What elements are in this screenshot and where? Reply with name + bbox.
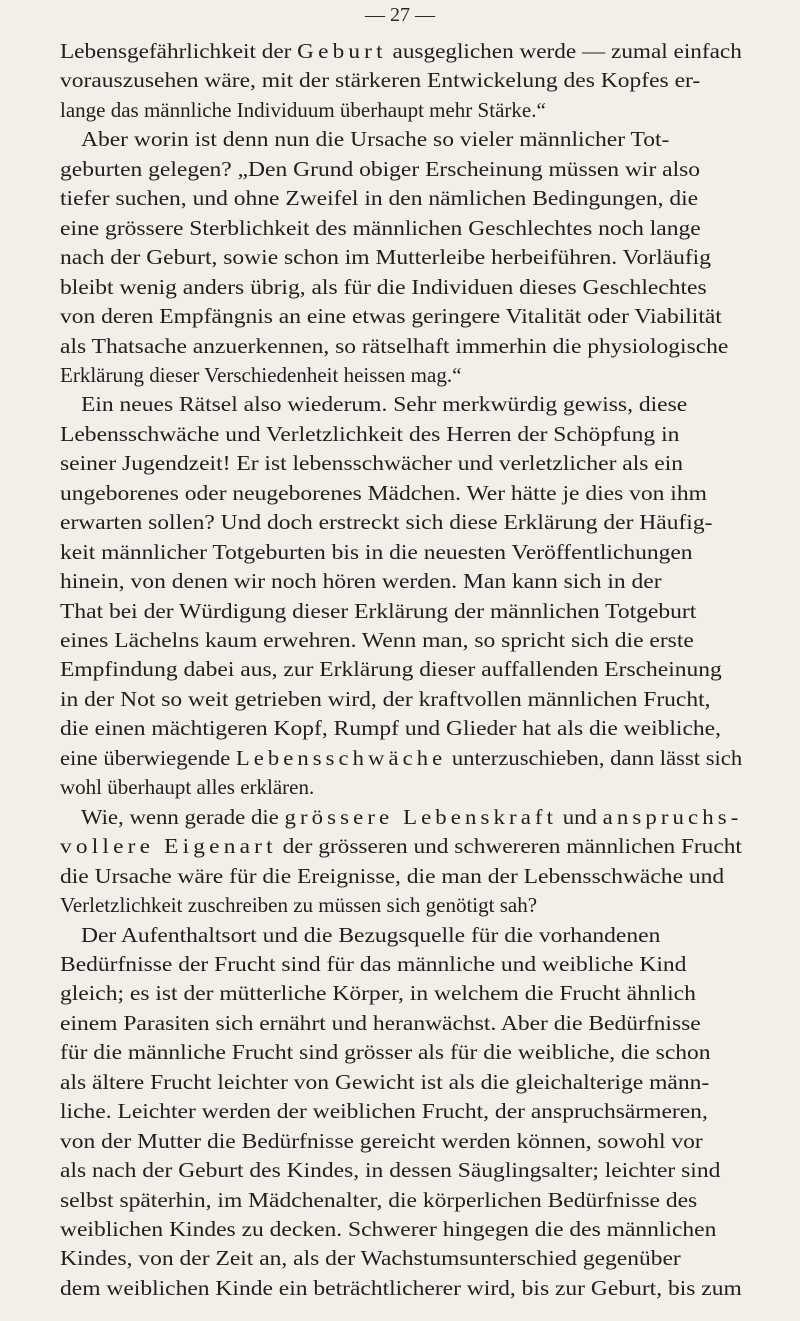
text-line: selbst späterhin, im Mädchenalter, die körperlichen Bedürfnisse des [60, 1187, 698, 1212]
text-run: eine überwiegende [60, 745, 236, 770]
text-line: Kindes, von der Zeit an, als der Wachstumsunterschied gegenüber [60, 1246, 681, 1271]
text-line: die Ursache wäre für die Ereignisse, die man der Lebensschwäche und [60, 863, 725, 888]
text-line: erwarten sollen? Und doch erstreckt sich diese Erklärung der Häufig- [60, 510, 713, 535]
text-line: eine grössere Sterblichkeit des männlichen Geschlechtes noch lange [60, 215, 701, 240]
text-line: liche. Leichter werden der weiblichen Frucht, der anspruchsärmeren, [60, 1099, 708, 1124]
text-line: Lebensschwäche und Verletzlichkeit des Herren der Schöpfung in [60, 421, 680, 446]
text-line: eines Lächelns kaum erwehren. Wenn man, so spricht sich die erste [60, 628, 694, 652]
text-line: keit männlicher Totgeburten bis in die neuesten Veröffentlichungen [60, 539, 693, 564]
text-line: Bedürfnisse der Frucht sind für das männliche und weibliche Kind [60, 951, 687, 976]
text-line: bleibt wenig anders übrig, als für die Individuen dieses Geschlechtes [60, 274, 707, 299]
text-line: Ein neues Rätsel also wiederum. Sehr merkwürdig gewiss, diese [81, 392, 688, 417]
text-line: in der Not so weit getrieben wird, der kraftvollen männlichen Frucht, [60, 686, 711, 711]
spaced-emphasis: Geburt [297, 39, 387, 63]
text-line [60, 831, 742, 861]
text-run: ausgeglichen werde — zumal einfach [386, 39, 742, 63]
text-line: weiblichen Kindes zu decken. Schwerer hingegen die des männlichen [60, 1217, 717, 1241]
text-run: Lebensgefährlichkeit der [60, 39, 298, 63]
text-line: seiner Jugendzeit! Er ist lebensschwächer und verletzlicher als ein [60, 451, 684, 476]
text-line: Der Aufenthaltsort und die Bezugsquelle für die vorhandenen [81, 922, 661, 947]
page-number: — 27 — [365, 4, 435, 26]
text-run: Wie, wenn gerade die [81, 804, 285, 829]
text-line: gleich; es ist der mütterliche Körper, in welchem die Frucht ähnlich [60, 981, 696, 1006]
text-run: der grösseren und schwereren männlichen Frucht [276, 834, 742, 859]
text-line: nach der Geburt, sowie schon im Mutterleibe herbeiführen. Vorläufig [60, 245, 711, 270]
spaced-emphasis: grössere Lebenskraft [284, 804, 558, 829]
text-line: Erklärung dieser Verschiedenheit heissen mag.“ [60, 362, 462, 387]
text-line: als Thatsache anzuerkennen, so rätselhaft immerhin die physiologische [60, 333, 729, 358]
text-line [60, 36, 742, 66]
text-line: dem weiblichen Kinde ein beträchtlicherer wird, bis zur Geburt, bis zum [60, 1275, 742, 1300]
text-line: That bei der Würdigung dieser Erklärung der männlichen Totgeburt [60, 598, 697, 623]
text-line: hinein, von denen wir noch hören werden. Man kann sich in der [60, 569, 662, 594]
text-line: lange das männliche Individuum überhaupt mehr Stärke.“ [60, 97, 546, 122]
text-line: ungeborenes oder neugeborenes Mädchen. Wer hätte je dies von ihm [60, 480, 707, 505]
text-line: von deren Empfängnis an eine etwas geringere Vitalität oder Viabilität [60, 304, 722, 329]
text-run: unterzuschieben, dann lässt sich [446, 745, 743, 770]
text-line: Verletzlichkeit zuschreiben zu müssen sich genötigt sah? [60, 893, 538, 918]
spaced-emphasis: anspruchs- [602, 804, 743, 829]
text-line: tiefer suchen, und ohne Zweifel in den nämlichen Bedingungen, die [60, 186, 699, 211]
text-line: von der Mutter die Bedürfnisse gereicht werden können, sowohl vor [60, 1128, 703, 1153]
text-line: einem Parasiten sich ernährt und heranwächst. Aber die Bedürfnisse [60, 1010, 701, 1035]
text-line [60, 743, 742, 773]
spaced-emphasis: Lebensschwäche [235, 745, 447, 770]
text-line: die einen mächtigeren Kopf, Rumpf und Glieder hat als die weibliche, [60, 716, 721, 741]
text-line: für die männliche Frucht sind grösser als für die weibliche, die schon [60, 1040, 711, 1065]
text-line: als nach der Geburt des Kindes, in dessen Säuglingsalter; leichter sind [60, 1158, 721, 1183]
text-line [81, 802, 742, 832]
text-line: als ältere Frucht leichter von Gewicht ist als die gleichalterige männ- [60, 1069, 710, 1094]
text-line: wohl überhaupt alles erklären. [60, 775, 315, 800]
spaced-emphasis: vollere Eigenart [60, 834, 277, 859]
text-line: vorauszusehen wäre, mit der stärkeren Entwickelung des Kopfes er- [60, 68, 701, 93]
text-line: Empfindung dabei aus, zur Erklärung dieser auffallenden Erscheinung [60, 657, 722, 682]
text-run: und [557, 804, 603, 829]
text-line: geburten gelegen? „Den Grund obiger Erscheinung müssen wir also [60, 156, 701, 181]
text-line: Aber worin ist denn nun die Ursache so vieler männlicher Tot- [81, 127, 670, 152]
